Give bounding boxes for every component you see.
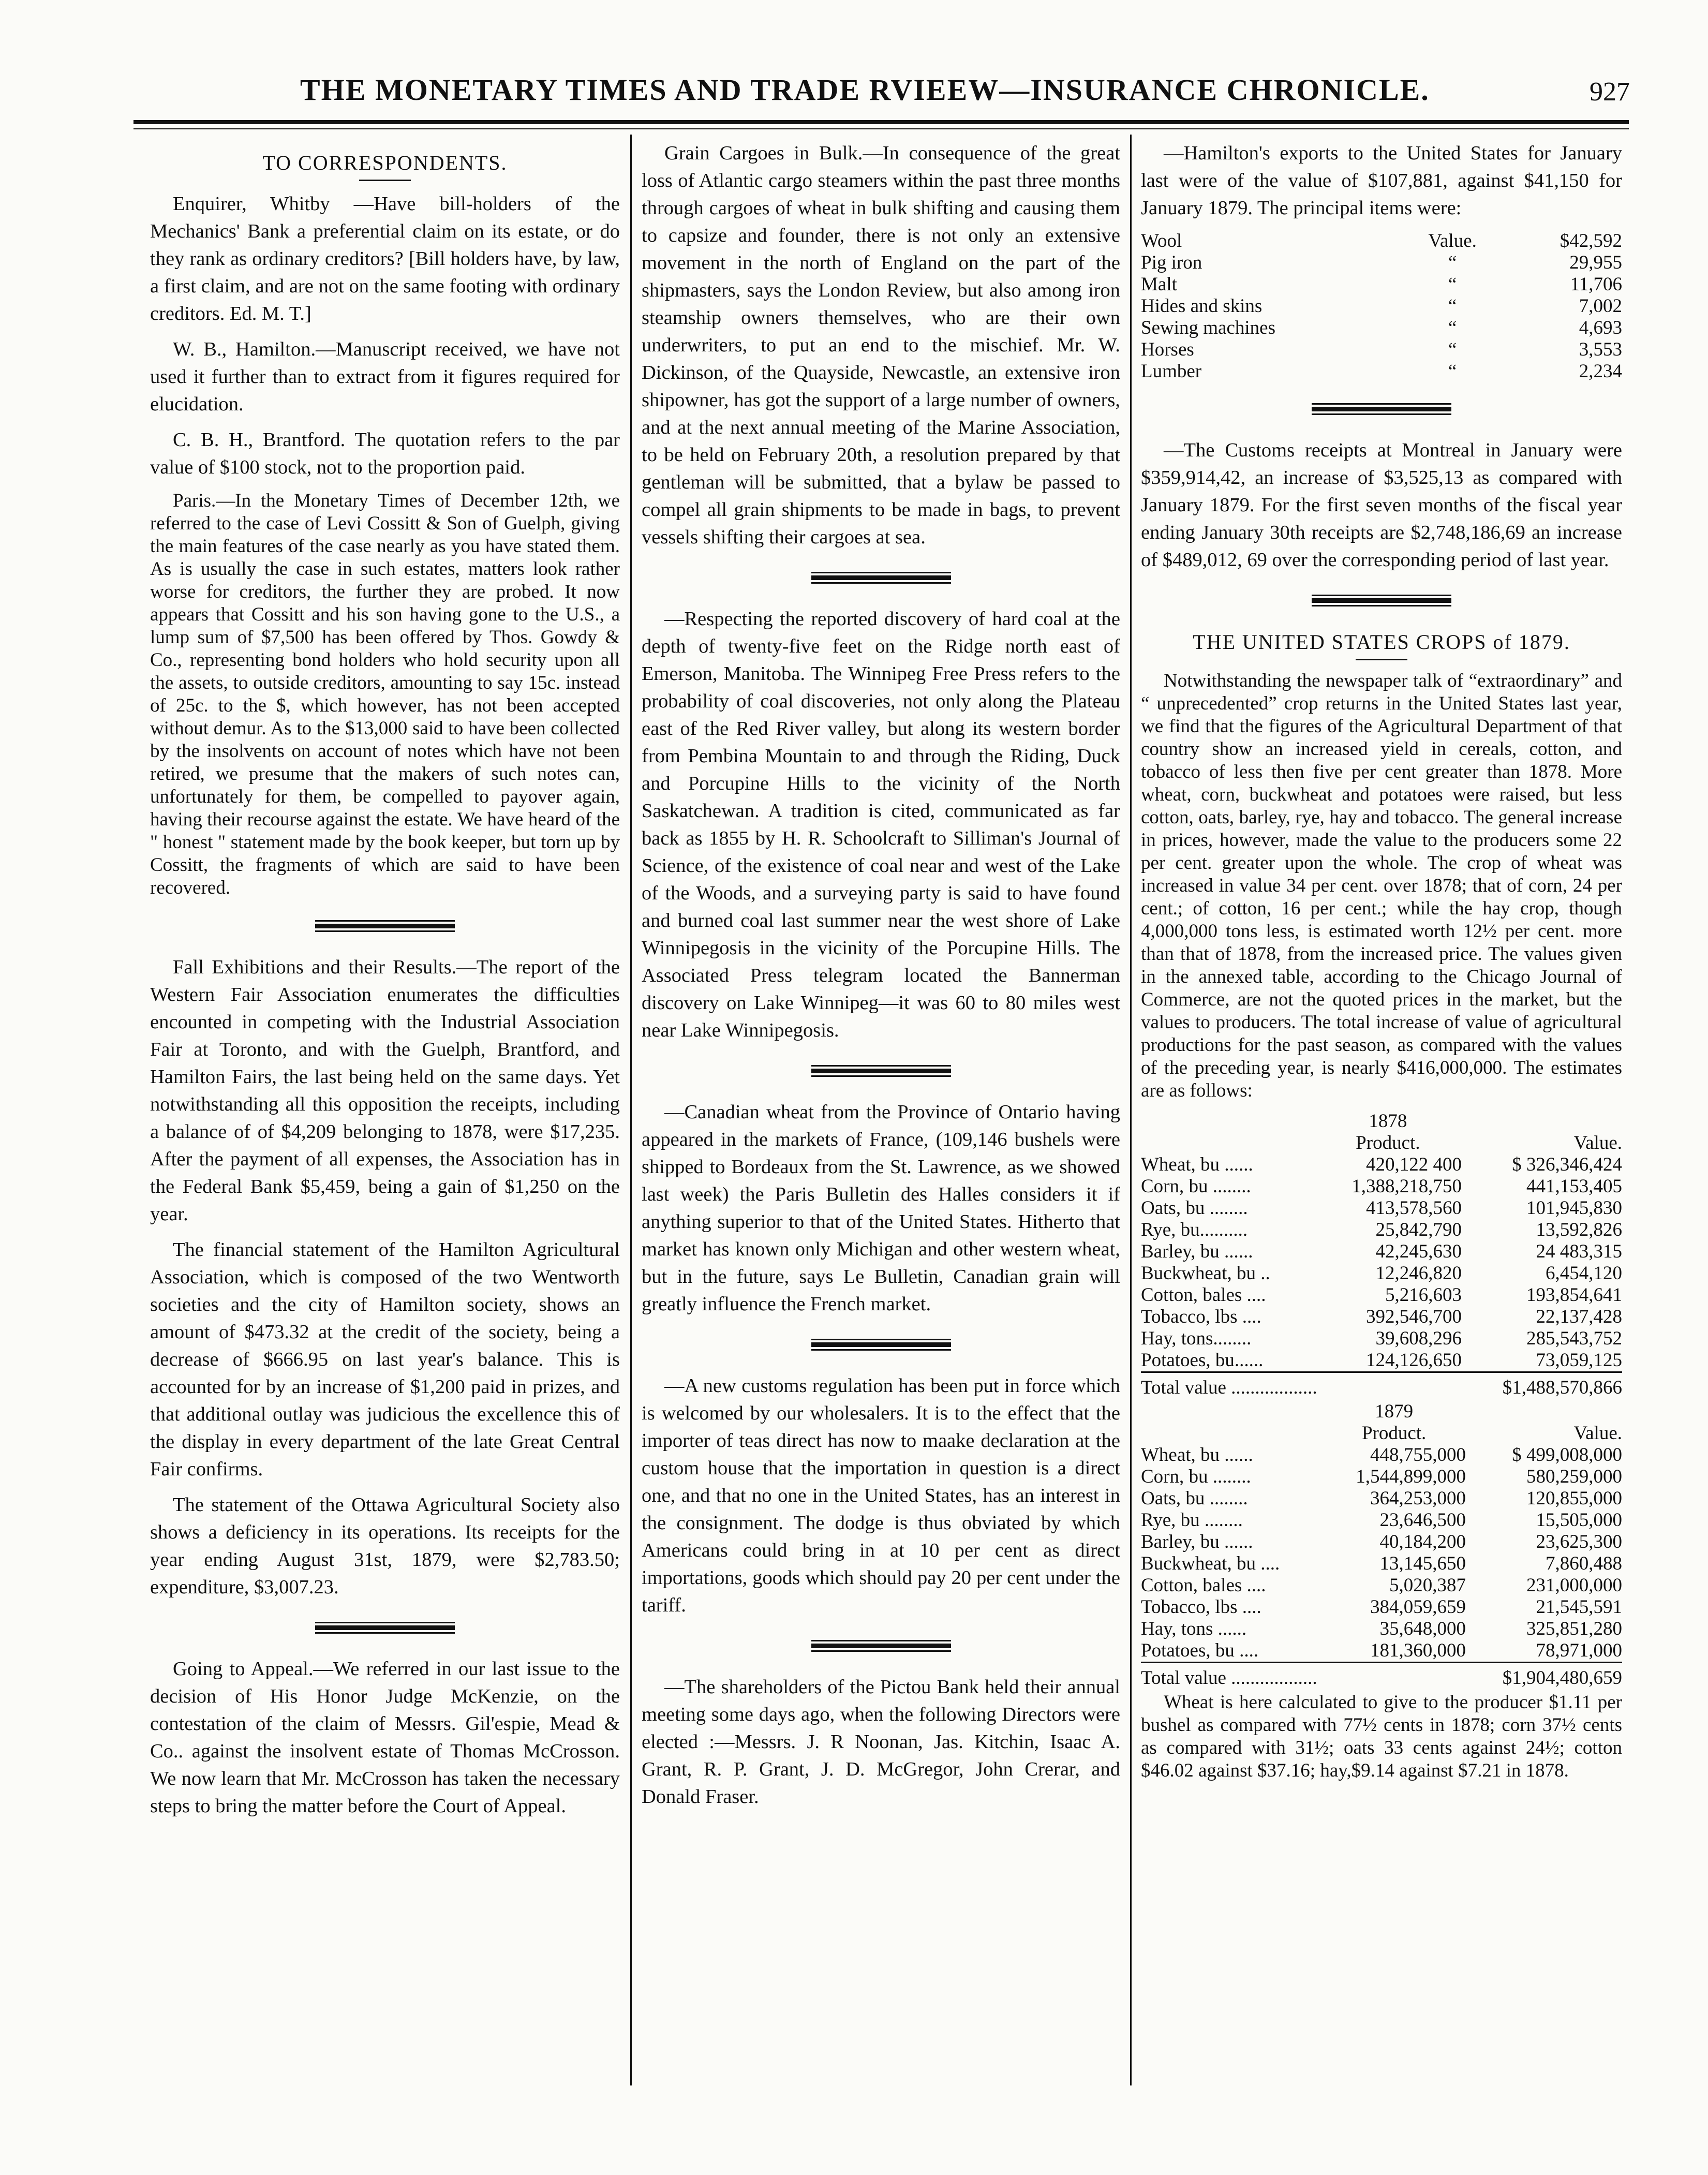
table-row bbox=[1141, 1488, 1622, 1510]
paragraph-hamilton-exports: —Hamilton's exports to the United States for January last were of the value of $107,881, against $41,150 for January 1879. The principal items were: bbox=[1141, 142, 1622, 219]
paragraph-wb-hamilton: W. B., Hamilton.—Manuscript received, we have not used it further than to extract from it figures required for elucidation. bbox=[150, 338, 620, 415]
table-cell-value: 231,000,000 bbox=[1526, 1575, 1622, 1596]
paragraph-crops: Notwithstanding the newspaper talk of “extraordinary” and “ unprecedented” crop returns in the United States last year, we find that the figures of the Agricultural Department of that country show an increased yield in cereals, cotton, and tobacco of less then five per cent greater than 1878. More wheat, corn, buckwheat and potatoes were raised, but less cotton, oats, barley, rye, hay and tobacco. The general increase in prices, however, made the value to the producers some 22 per cent. greater upon the whole. The crop of wheat was increased in value 34 per cent. over 1878; that of corn, 24 per cent.; of cotton, 16 per cent.; while the hay crop, though 4,000,000 tons less, is estimated worth 12½ per cent. more than that of 1878, from the increased price. The values given in the annexed table, according to the Chicago Journal of Commerce, are not the quoted prices in the market, but the values to producers. The total increase of value of agricultural productions for the past season, as compared with the values of the preceding year, is nearly $416,000,000. The estimates are as follows: bbox=[1141, 670, 1622, 1101]
column-rule-1 bbox=[630, 135, 632, 2085]
table-row bbox=[1141, 1575, 1622, 1596]
table-row bbox=[1141, 1197, 1622, 1219]
page-header bbox=[129, 72, 1630, 109]
section-separator bbox=[1312, 595, 1451, 606]
paragraph-paris: Paris.—In the Monetary Times of December 12th, we referred to the case of Levi Cossitt & Son of Guelph, giving the main features of the case nearly as you have stated them. As is usually the case in such estates, matters look rather worse for creditors, the further they are probed. It now appears that Cossitt and his son having gone to the U.S., a lump sum of $7,500 has been offered by Thos. Gowdy & Co., representing bond holders who hold security upon all the assets, to outside creditors, amounting to say 15c. instead of 25c. to the $, which however, has not been accepted without demur. As to the $13,000 said to have been collected by the insolvents on account of notes which have not been retired, we presume that the makers of such notes can, unfortunately for them, be compelled to payover again, having their recourse against the estate. We have heard of the " honest " statement made by the book keeper, but torn up by Cossitt, the fragments of which are said to have been recovered. bbox=[150, 490, 620, 898]
header-rule-thin bbox=[133, 128, 1629, 129]
table-cell-value: 24 483,315 bbox=[1536, 1241, 1622, 1262]
table-cell-item: Pig iron bbox=[1141, 252, 1202, 273]
table-cell-value: 101,945,830 bbox=[1526, 1197, 1622, 1219]
table-row bbox=[1141, 1618, 1622, 1640]
paragraph-pictou-bank: —The shareholders of the Pictou Bank held their annual meeting some days ago, when the following Directors were elected :—Messrs. J. R Noonan, Jas. Kitchin, Isaac A. Grant, R. P. Grant, J. D. McGregor, John Crerar, and Donald Fraser. bbox=[642, 1676, 1120, 1808]
paragraph-ottawa-agricultural: The statement of the Ottawa Agricultural Society also shows a deficiency in its operations. Its receipts for the year ending August 31st, 1879, were $2,783.50; expenditure, $3,007.23. bbox=[150, 1494, 620, 1598]
table-cell-name: Potatoes, bu .... bbox=[1141, 1640, 1259, 1661]
table-cell-product: 12,246,820 bbox=[1375, 1263, 1462, 1284]
table-cell-value: 325,851,280 bbox=[1526, 1618, 1622, 1639]
paragraph-going-to-appeal: Going to Appeal.—We referred in our last issue to the decision of His Honor Judge McKenzie, on the contestation of the claim of Messrs. Gil'espie, Mead & Co.. against the insolvent estate of Thomas McCrosson. We now learn that Mr. McCrosson has taken the necessary steps to bring the matter before the Court of Appeal. bbox=[150, 1658, 620, 1817]
table-cell-value: 15,505,000 bbox=[1536, 1510, 1622, 1531]
table-cell-product: 1,388,218,750 bbox=[1351, 1176, 1462, 1197]
table-cell-name: Barley, bu ...... bbox=[1141, 1531, 1253, 1552]
section-separator bbox=[811, 572, 951, 584]
heading-dash bbox=[1356, 659, 1407, 660]
table-cell-name: Rye, bu ........ bbox=[1141, 1510, 1243, 1531]
table-cell-product: 392,546,700 bbox=[1365, 1306, 1462, 1327]
table-row bbox=[1141, 1241, 1622, 1263]
table-cell-product: 39,608,296 bbox=[1375, 1328, 1462, 1349]
table-cell-name: Corn, bu ........ bbox=[1141, 1466, 1251, 1487]
table-row bbox=[1141, 295, 1622, 317]
paragraph-fall-exhibitions: Fall Exhibitions and their Results.—The report of the Western Fair Association enumerates the difficulties encounted in competing with the Industrial Association Fair at Toronto, and with the Guelph, Brantford, and Hamilton Fairs, the last being held on the same days. Yet notwithstanding all this opposition the receipts, including a balance of of $4,209 belonging to 1878, were $17,235. After the payment of all expenses, the Association has in the Federal Bank $5,459, being a gain of $1,250 on the year. bbox=[150, 956, 620, 1225]
table-cell-item: Sewing machines bbox=[1141, 317, 1275, 338]
table-row bbox=[1141, 252, 1622, 274]
table-cell-product: 5,216,603 bbox=[1385, 1284, 1462, 1306]
table-cell-product: 413,578,560 bbox=[1365, 1197, 1462, 1219]
table-cell-amount: 2,234 bbox=[1579, 361, 1622, 382]
table-row bbox=[1141, 1596, 1622, 1618]
table-row bbox=[1141, 1284, 1622, 1306]
table-cell-product: 384,059,659 bbox=[1370, 1596, 1466, 1618]
table-row bbox=[1141, 1466, 1622, 1488]
table-row bbox=[1141, 1531, 1622, 1553]
table-cell-product: 35,648,000 bbox=[1379, 1618, 1466, 1639]
table-cell-value: 193,854,641 bbox=[1526, 1284, 1622, 1306]
table-cell-name: Buckwheat, bu .... bbox=[1141, 1553, 1280, 1574]
paragraph-customs-regulation: —A new customs regulation has been put in force which is welcomed by our wholesalers. It is to the effect that the importer of teas direct has now to maake declaration at the custom house that the importation in question is a direct one, and that no one in the United States, has an interest in the consignment. The dodge is thus obviated by which Americans could bring in at 10 per cent as direct importations, goods which should pay 20 per cent under the tariff. bbox=[642, 1375, 1120, 1616]
table-cell-name: Oats, bu ........ bbox=[1141, 1197, 1248, 1219]
section-separator bbox=[315, 920, 455, 932]
column-2 bbox=[642, 140, 1120, 1819]
table-cell-value: 7,860,488 bbox=[1546, 1553, 1622, 1574]
table-row bbox=[1141, 274, 1622, 295]
table-cell-amount: 7,002 bbox=[1579, 295, 1622, 317]
table-row bbox=[1141, 1350, 1622, 1372]
table-cell-value: 285,543,752 bbox=[1526, 1328, 1622, 1349]
table-cell-product: 1,544,899,000 bbox=[1356, 1466, 1466, 1487]
table-cell-product: 25,842,790 bbox=[1375, 1219, 1462, 1240]
column-rule-2 bbox=[1130, 135, 1132, 2085]
table-cell-name: Rye, bu.......... bbox=[1141, 1219, 1248, 1240]
paragraph-hard-coal: —Respecting the reported discovery of hard coal at the depth of twenty-five feet on the Ridge north east of Emerson, Manitoba. The Winnipeg Free Press refers to the probability of coal discoveries, not only along the Plateau east of the Red River valley, but along its western border from Pembina Mountain to and through the Riding, Duck and Porcupine Hills to the vicinity of the North Saskatchewan. A tradition is cited, communicated as far back as 1855 by H. R. Schoolcraft to Silliman's Journal of Science, of the existence of coal near and west of the Lake of the Woods, and a surveying party is said to have found and burned coal last summer near the west shore of Lake Winnipegosis in the vicinity of the Porcupine Hills. The Associated Press telegram located the Bannerman discovery on Lake Winnipeg—it was 60 to 80 miles west near Lake Winnipegosis. bbox=[642, 608, 1120, 1041]
table-cell-name: Barley, bu ...... bbox=[1141, 1241, 1253, 1262]
paragraph-wheat-price: Wheat is here calculated to give to the producer $1.11 per bushel as compared with 77½ cents in 1878; corn 37½ cents as compared with 31½; oats 33 cents against 24½; cotton $46.02 against $37.16; hay,$9.14 against $7.21 in 1878. bbox=[1141, 1692, 1622, 1781]
table-row bbox=[1141, 1640, 1622, 1663]
table-cell-value: 441,153,405 bbox=[1526, 1176, 1622, 1197]
column-3 bbox=[1141, 140, 1622, 1791]
page-number: 927 bbox=[1590, 77, 1630, 107]
table-cell-product: 124,126,650 bbox=[1365, 1350, 1462, 1371]
table-cell-product: 5,020,387 bbox=[1389, 1575, 1466, 1596]
table-row: Wool Value. $42,592 bbox=[1141, 230, 1622, 251]
table-cell-product: 448,755,000 bbox=[1370, 1444, 1466, 1466]
table-row bbox=[1141, 1444, 1622, 1466]
table-cell-name: Hay, tons........ bbox=[1141, 1328, 1252, 1349]
table-row bbox=[1141, 1263, 1622, 1284]
table-cell-value: 78,971,000 bbox=[1536, 1640, 1622, 1661]
table-cell-name: Tobacco, lbs .... bbox=[1141, 1306, 1261, 1327]
header-title: THE MONETARY TIMES AND TRADE RVIEEW—INSURANCE CHRONICLE. bbox=[300, 73, 1430, 107]
table-row bbox=[1141, 1306, 1622, 1328]
table-cell-item: Malt bbox=[1141, 274, 1177, 295]
table-cell-product: 181,360,000 bbox=[1370, 1640, 1466, 1661]
paragraph-cbh-brantford: C. B. H., Brantford. The quotation refers to the par value of $100 stock, not to the proportion paid. bbox=[150, 429, 620, 478]
heading-dash bbox=[359, 180, 411, 181]
table-cell-ditto: “ bbox=[1448, 317, 1457, 338]
table-cell-product: 23,646,500 bbox=[1379, 1510, 1466, 1531]
table-cell-value: 13,592,826 bbox=[1536, 1219, 1622, 1240]
table-cell-item: Lumber bbox=[1141, 361, 1202, 382]
table-total-row: Total value .................. $1,904,480,659 bbox=[1141, 1663, 1622, 1690]
paragraph-customs-receipts: —The Customs receipts at Montreal in January were $359,914,42, an increase of $3,525,13 as compared with January 1879. For the first seven months of the fiscal year ending January 30th receipts are $2,748,186,69 an increase of $489,012, 69 over the corresponding period of last year. bbox=[1141, 439, 1622, 571]
table-cell-value: $ 326,346,424 bbox=[1512, 1154, 1622, 1175]
table-cell-name: Wheat, bu ...... bbox=[1141, 1444, 1253, 1466]
table-cell-name: Cotton, bales .... bbox=[1141, 1284, 1266, 1306]
table-cell-ditto: “ bbox=[1448, 252, 1457, 273]
table-cell-name: Potatoes, bu...... bbox=[1141, 1350, 1264, 1371]
table-cell-amount: 3,553 bbox=[1579, 339, 1622, 360]
table-cell-value: 73,059,125 bbox=[1536, 1350, 1622, 1371]
table-cell-item: Horses bbox=[1141, 339, 1194, 360]
paragraph-grain-cargoes: Grain Cargoes in Bulk.—In consequence of the great loss of Atlantic cargo steamers within the past three months through cargoes of wheat in bulk shifting and causing them to capsize and founder, there is not only an extensive movement in the north of England on the part of the shipmasters, says the London Review, but also among iron steamship owners themselves, who are their own underwriters, to put an end to the mischief. Mr. W. Dickinson, of the Quayside, Newcastle, an extensive iron shipowner, has got the support of a large number of owners, and at the next annual meeting of the Marine Association, to be held on February 20th, a resolution prepared by that gentleman will be submitted, that a bylaw be passed to compel all grain shipments to be made in bags, to prevent vessels shifting their cargoes at sea. bbox=[642, 142, 1120, 548]
table-cell-product: 42,245,630 bbox=[1375, 1241, 1462, 1262]
table-cell-value: 580,259,000 bbox=[1526, 1466, 1622, 1487]
paragraph-enquirer: Enquirer, Whitby —Have bill-holders of the Mechanics' Bank a preferential claim on its estate, or do they rank as ordinary creditors? [Bill holders have, by law, a first claim, and are not on the same footing with ordinary creditors. Ed. M. T.] bbox=[150, 193, 620, 324]
table-cell-product: 420,122 400 bbox=[1365, 1154, 1462, 1175]
table-header: Product. Value. bbox=[1361, 1423, 1622, 1444]
crops-table-1878 bbox=[1141, 1111, 1622, 1399]
table-cell-name: Buckwheat, bu .. bbox=[1141, 1263, 1270, 1284]
section-separator bbox=[811, 1065, 951, 1077]
table-row bbox=[1141, 1154, 1622, 1176]
table-header: 1879 bbox=[1375, 1401, 1414, 1422]
table-cell-value: $ 499,008,000 bbox=[1512, 1444, 1622, 1466]
table-cell-value: 21,545,591 bbox=[1536, 1596, 1622, 1618]
table-cell-amount: 4,693 bbox=[1579, 317, 1622, 338]
table-cell-product: 364,253,000 bbox=[1370, 1488, 1466, 1509]
table-cell-ditto: “ bbox=[1448, 361, 1457, 382]
table-row bbox=[1141, 1176, 1622, 1197]
table-header: 1878 bbox=[1369, 1111, 1407, 1132]
table-cell-value: 120,855,000 bbox=[1526, 1488, 1622, 1509]
table-header: Product. Value. bbox=[1356, 1132, 1622, 1153]
table-cell-name: Tobacco, lbs .... bbox=[1141, 1596, 1261, 1618]
header-rule-thick bbox=[133, 120, 1629, 124]
table-cell-amount: 29,955 bbox=[1569, 252, 1622, 273]
table-cell-name: Oats, bu ........ bbox=[1141, 1488, 1248, 1509]
table-row bbox=[1141, 1510, 1622, 1531]
table-cell-name: Wheat, bu ...... bbox=[1141, 1154, 1253, 1175]
column-1 bbox=[150, 140, 620, 1828]
table-cell-value: 6,454,120 bbox=[1546, 1263, 1622, 1284]
table-row bbox=[1141, 1553, 1622, 1575]
exports-table bbox=[1141, 230, 1622, 382]
table-cell-name: Cotton, bales .... bbox=[1141, 1575, 1266, 1596]
paragraph-canadian-wheat: —Canadian wheat from the Province of Ontario having appeared in the markets of France, (109,146 bushels were shipped to Bordeaux from the St. Lawrence, as we showed last week) the Paris Bulletin des Halles considers it if anything superior to that of the United States. Hitherto that market has known only Michigan and other western wheat, but in the future, says Le Bulletin, Canadian grain will greatly influence the French market. bbox=[642, 1101, 1120, 1315]
table-row bbox=[1141, 339, 1622, 361]
table-cell-name: Hay, tons ...... bbox=[1141, 1618, 1247, 1639]
section-separator bbox=[1312, 403, 1451, 415]
table-cell-name: Corn, bu ........ bbox=[1141, 1176, 1251, 1197]
table-total-row: Total value .................. $1,488,570,866 bbox=[1141, 1372, 1622, 1399]
table-cell-product: 13,145,650 bbox=[1379, 1553, 1466, 1574]
table-row bbox=[1141, 1219, 1622, 1241]
table-row bbox=[1141, 361, 1622, 382]
table-cell-item: Hides and skins bbox=[1141, 295, 1263, 317]
section-separator bbox=[811, 1339, 951, 1351]
section-separator bbox=[315, 1622, 455, 1634]
table-cell-product: 40,184,200 bbox=[1379, 1531, 1466, 1552]
crops-heading: THE UNITED STATES CROPS of 1879. bbox=[1193, 630, 1570, 654]
table-cell-ditto: “ bbox=[1448, 339, 1457, 360]
table-cell-amount: 11,706 bbox=[1570, 274, 1622, 295]
correspondents-heading: TO CORRESPONDENTS. bbox=[262, 151, 508, 174]
crops-table-1879 bbox=[1141, 1401, 1622, 1689]
table-cell-value: 23,625,300 bbox=[1536, 1531, 1622, 1552]
table-cell-value: 22,137,428 bbox=[1536, 1306, 1622, 1327]
table-cell-ditto: “ bbox=[1448, 295, 1457, 317]
table-row bbox=[1141, 317, 1622, 339]
paragraph-hamilton-agricultural: The financial statement of the Hamilton Agricultural Association, which is composed of the two Wentworth societies and the city of Hamilton society, shows an amount of $473.32 at the credit of the society, being a decrease of $666.95 on last year's balance. This is accounted for by an increase of $1,200 paid in prizes, and that additional outlay was judicious the excellence this of the display in every department of the late Great Central Fair confirms. bbox=[150, 1239, 620, 1480]
table-cell-ditto: “ bbox=[1448, 274, 1457, 295]
table-row bbox=[1141, 1328, 1622, 1350]
section-separator bbox=[811, 1640, 951, 1652]
